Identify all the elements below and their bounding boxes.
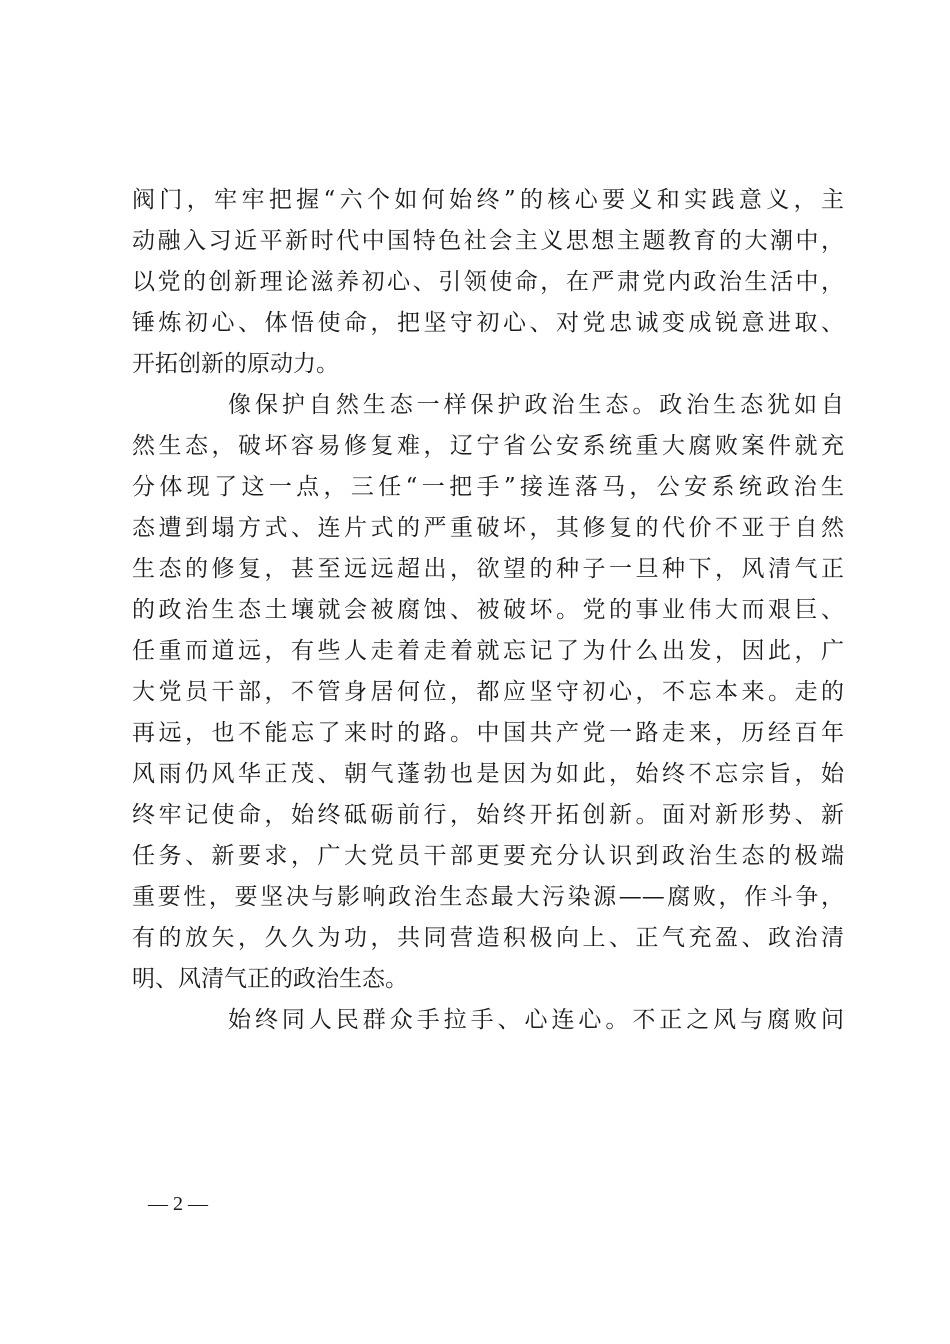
text-line: 明、风清气正的政治生态。	[132, 966, 408, 992]
body-text	[132, 180, 844, 1041]
paragraph-heading-line: 像保护自然生态一样保护政治生态。政治生态犹如自	[228, 392, 844, 418]
text-line: 阀门，牢牢把握“六个如何始终”的核心要义和实践意义，主	[132, 187, 844, 213]
text-line: 任重而道远，有些人走着走着就忘记了为什么出发，因此，广	[132, 638, 844, 664]
text-line: 动融入习近平新时代中国特色社会主义思想主题教育的大潮中，	[132, 228, 844, 254]
text-line: 大党员干部，不管身居何位，都应坚守初心，不忘本来。走的	[132, 679, 844, 705]
text-line: 有的放矢，久久为功，共同营造积极向上、正气充盈、政治清	[132, 925, 844, 951]
text-line: 任务、新要求，广大党员干部更要充分认识到政治生态的极端	[132, 843, 844, 869]
text-line: 的政治生态土壤就会被腐蚀、被破坏。党的事业伟大而艰巨、	[132, 597, 844, 623]
text-line: 开拓创新的原动力。	[132, 351, 339, 377]
text-line: 终牢记使命，始终砥砺前行，始终开拓创新。面对新形势、新	[132, 802, 844, 828]
text-line: 重要性，要坚决与影响政治生态最大污染源——腐败，作斗争，	[132, 884, 844, 910]
text-line: 风雨仍风华正茂、朝气蓬勃也是因为如此，始终不忘宗旨，始	[132, 761, 844, 787]
text-line: 以党的创新理论滋养初心、引领使命，在严肃党内政治生活中，	[132, 269, 844, 295]
text-line: 然生态，破坏容易修复难，辽宁省公安系统重大腐败案件就充	[132, 433, 844, 459]
text-line: 分体现了这一点，三任“一把手”接连落马，公安系统政治生	[132, 474, 844, 500]
text-line: 态遭到塌方式、连片式的严重破坏，其修复的代价不亚于自然	[132, 515, 844, 541]
page-number: — 2 —	[148, 1193, 208, 1215]
paragraph-heading-line: 始终同人民群众手拉手、心连心。不正之风与腐败问	[228, 1007, 844, 1033]
text-line: 再远，也不能忘了来时的路。中国共产党一路走来，历经百年	[132, 720, 844, 746]
text-line: 锤炼初心、体悟使命，把坚守初心、对党忠诚变成锐意进取、	[132, 310, 844, 336]
text-line: 生态的修复，甚至远远超出，欲望的种子一旦种下，风清气正	[132, 556, 844, 582]
